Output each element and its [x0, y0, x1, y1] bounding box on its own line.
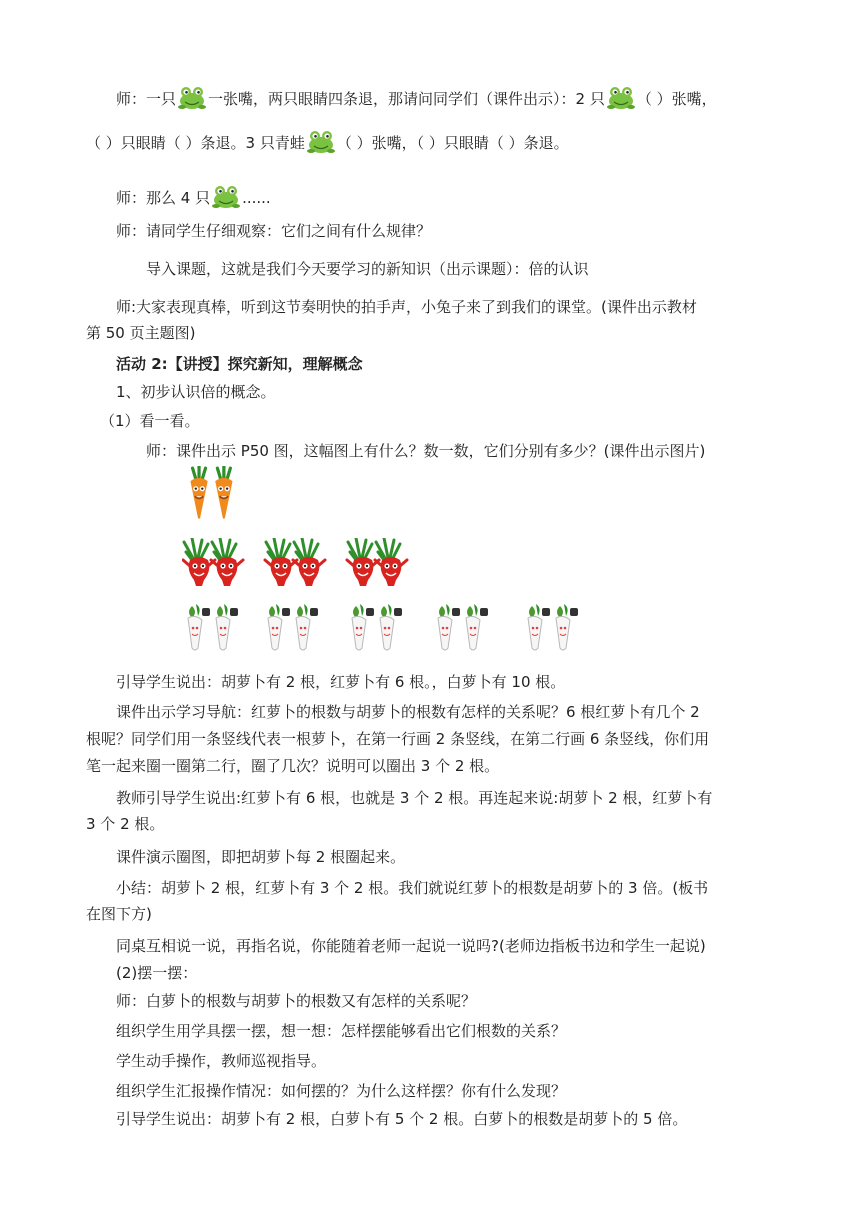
- white-radish-row: [182, 604, 602, 660]
- text-segment: （ ）张嘴，: [636, 90, 717, 108]
- text-line-20: 在图下方): [86, 905, 152, 923]
- frog-icon: [606, 84, 636, 110]
- white-radish-icon: [188, 604, 238, 650]
- text-line-15: 笔一起来圈一圈第二行，圈了几次？说明可以圈出 3 个 2 根。: [86, 757, 500, 775]
- text-line-13: 课件出示学习导航：红萝卜的根数与胡萝卜的根数有怎样的关系呢？6 根红萝卜有几个 2: [116, 703, 700, 721]
- frog-icon: [177, 84, 207, 110]
- text-line-10: （1）看一看。: [100, 412, 200, 430]
- text-line-6: 师:大家表现真棒，听到这节奏明快的拍手声，小兔子来了到我们的课堂。(课件出示教材: [116, 298, 697, 316]
- frog-icon: [211, 183, 241, 209]
- text-line-27: 引导学生说出：胡萝卜有 2 根，白萝卜有 5 个 2 根。白萝卜的根数是胡萝卜的 5 倍。: [116, 1110, 688, 1128]
- carrot-icon: [182, 466, 242, 520]
- white-radish-icon: [528, 604, 578, 650]
- text-line-4: 师：请同学生仔细观察：它们之间有什么规律？: [116, 222, 432, 240]
- text-line-7: 第 50 页主题图): [86, 324, 196, 342]
- white-radish-icon: [438, 604, 488, 650]
- text-segment: 师：一只: [116, 90, 177, 108]
- text-line-1: [116, 84, 717, 110]
- text-segment: （ ）只眼睛（ ）条退。3 只青蛙: [86, 134, 305, 152]
- text-line-19: 小结：胡萝卜 2 根，红萝卜有 3 个 2 根。我们就说红萝卜的根数是胡萝卜的 3 倍。(板书: [116, 879, 709, 897]
- text-segment: （ ）张嘴，（ ）只眼睛（ ）条退。: [336, 134, 569, 152]
- red-radish-row: [182, 538, 422, 594]
- text-line-12: 引导学生说出：胡萝卜有 2 根，红萝卜有 6 根。，白萝卜有 10 根。: [116, 673, 566, 691]
- text-line-11: 师：课件出示 P50 图，这幅图上有什么？数一数，它们分别有多少？(课件出示图片): [146, 442, 706, 460]
- text-line-22: (2)摆一摆：: [116, 964, 198, 982]
- text-line-26: 组织学生汇报操作情况：如何摆的？为什么这样摆？你有什么发现？: [116, 1082, 567, 1100]
- text-line-24: 组织学生用学具摆一摆，想一想：怎样摆能够看出它们根数的关系？: [116, 1022, 567, 1040]
- text-segment: 一张嘴，两只眼睛四条退，那请问同学们（课件出示）：2 只: [208, 90, 605, 108]
- text-line-21: 同桌互相说一说，再指名说，你能随着老师一起说一说吗?(老师边指板书边和学生一起说): [116, 937, 706, 955]
- text-segment: ......: [242, 189, 271, 207]
- text-line-3: [116, 183, 271, 209]
- red-radish-icon: [183, 538, 243, 586]
- text-line-17: 3 个 2 根。: [86, 815, 165, 833]
- text-line-14: 根呢？同学们用一条竖线代表一根萝卜，在第一行画 2 条竖线，在第二行画 6 条竖线，你们用: [86, 730, 710, 748]
- white-radish-icon: [268, 604, 318, 650]
- section-heading: 活动 2:【讲授】探究新知，理解概念: [116, 355, 363, 373]
- text-segment: 师：那么 4 只: [116, 189, 211, 207]
- text-line-2: [86, 128, 569, 154]
- red-radish-icon: [265, 538, 325, 586]
- carrot-group: [182, 466, 242, 524]
- text-line-16: 教师引导学生说出:红萝卜有 6 根，也就是 3 个 2 根。再连起来说:胡萝卜 2 根，红萝卜有: [116, 789, 713, 807]
- text-line-18: 课件演示圈图，即把胡萝卜每 2 根圈起来。: [116, 848, 406, 866]
- text-line-9: 1、初步认识倍的概念。: [116, 383, 276, 401]
- white-radish-icon: [352, 604, 402, 650]
- text-line-23: 师：白萝卜的根数与胡萝卜的根数又有怎样的关系呢？: [116, 992, 477, 1010]
- text-line-25: 学生动手操作，教师巡视指导。: [116, 1052, 327, 1070]
- red-radish-icon: [347, 538, 407, 586]
- text-line-5: 导入课题，这就是我们今天要学习的新知识（出示课题）：倍的认识: [146, 260, 589, 278]
- frog-icon: [306, 128, 336, 154]
